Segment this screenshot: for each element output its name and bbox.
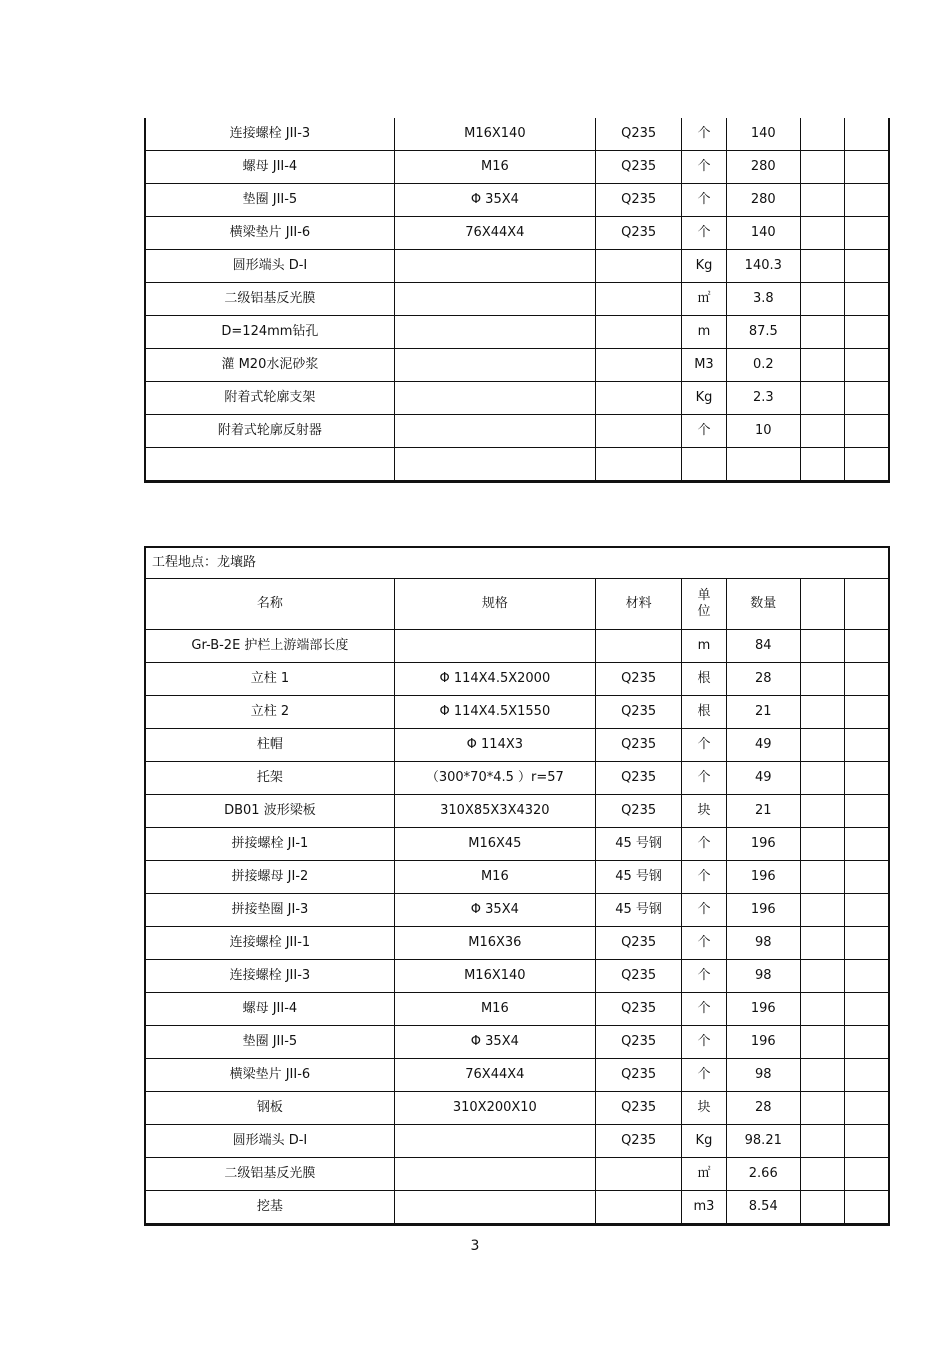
cell-name: DB01 波形梁板 (145, 795, 394, 828)
cell-qty: 98 (726, 960, 800, 993)
cell-unit: 根 (682, 696, 726, 729)
cell-name: 拼接螺母 JI-2 (145, 861, 394, 894)
cell-extra-1 (800, 1125, 844, 1158)
cell-material: Q235 (595, 663, 681, 696)
cell-name: Gr-B-2E 护栏上游端部长度 (145, 630, 394, 663)
cell-extra-1 (800, 894, 844, 927)
cell-extra-1 (800, 1158, 844, 1191)
cell-material: Q235 (595, 1059, 681, 1092)
table-row (145, 894, 889, 927)
cell-unit: 个 (682, 1059, 726, 1092)
cell-material: 45 号钢 (595, 894, 681, 927)
cell-unit: 个 (682, 151, 726, 184)
cell-qty: 280 (726, 151, 800, 184)
cell-spec: M16X36 (394, 927, 595, 960)
cell-extra-1 (800, 349, 844, 382)
cell-extra-1 (800, 960, 844, 993)
cell-extra-2 (845, 762, 889, 795)
cell-spec (394, 382, 595, 415)
cell-extra-2 (845, 1092, 889, 1125)
cell-extra-1 (800, 993, 844, 1026)
cell-spec (394, 283, 595, 316)
cell-extra-2 (845, 1026, 889, 1059)
cell-unit: 块 (682, 1092, 726, 1125)
cell-unit: 个 (682, 118, 726, 151)
cell-name: 二级铝基反光膜 (145, 1158, 394, 1191)
table-row (145, 415, 889, 448)
cell-extra-1 (800, 283, 844, 316)
table-row (145, 927, 889, 960)
cell-extra-2 (845, 382, 889, 415)
cell-extra-2 (845, 118, 889, 151)
cell-unit: 个 (682, 762, 726, 795)
cell-extra-2 (845, 993, 889, 1026)
cell-name: 柱帽 (145, 729, 394, 762)
cell-extra-2 (845, 283, 889, 316)
cell-material (595, 1158, 681, 1191)
table-row (145, 448, 889, 482)
cell-spec: 76X44X4 (394, 217, 595, 250)
cell-unit: Kg (682, 250, 726, 283)
cell-extra-2 (845, 696, 889, 729)
cell-name: 附着式轮廓反射器 (145, 415, 394, 448)
cell-extra-1 (800, 762, 844, 795)
cell-material (595, 448, 681, 482)
cell-name: 连接螺栓 JII-1 (145, 927, 394, 960)
cell-spec (394, 349, 595, 382)
cell-qty: 98.21 (726, 1125, 800, 1158)
cell-extra-1 (800, 382, 844, 415)
cell-material (595, 349, 681, 382)
cell-material (595, 415, 681, 448)
cell-qty (726, 448, 800, 482)
table-row (145, 1158, 889, 1191)
cell-name: 垫圈 JII-5 (145, 1026, 394, 1059)
header-spec: 规格 (394, 579, 595, 630)
cell-extra-2 (845, 795, 889, 828)
cell-spec: M16 (394, 151, 595, 184)
cell-spec: Φ 114X4.5X1550 (394, 696, 595, 729)
cell-unit: m (682, 316, 726, 349)
cell-extra-2 (845, 729, 889, 762)
cell-spec: M16 (394, 861, 595, 894)
cell-extra-1 (800, 927, 844, 960)
table-row (145, 795, 889, 828)
cell-qty: 21 (726, 795, 800, 828)
page-number: 3 (470, 1238, 480, 1254)
cell-extra-2 (845, 1059, 889, 1092)
cell-name: 垫圈 JII-5 (145, 184, 394, 217)
cell-spec (394, 250, 595, 283)
cell-extra-1 (800, 217, 844, 250)
cell-extra-1 (800, 1059, 844, 1092)
cell-extra-2 (845, 828, 889, 861)
cell-unit: 个 (682, 960, 726, 993)
table-row (145, 184, 889, 217)
cell-unit (682, 448, 726, 482)
cell-name: 连接螺栓 JII-3 (145, 960, 394, 993)
cell-name: 横梁垫片 JII-6 (145, 1059, 394, 1092)
cell-extra-1 (800, 448, 844, 482)
cell-extra-2 (845, 448, 889, 482)
cell-material: Q235 (595, 118, 681, 151)
cell-qty: 196 (726, 993, 800, 1026)
cell-qty: 28 (726, 1092, 800, 1125)
cell-extra-2 (845, 415, 889, 448)
cell-extra-1 (800, 1191, 844, 1225)
cell-spec: M16X140 (394, 960, 595, 993)
cell-extra-2 (845, 349, 889, 382)
cell-unit: 个 (682, 828, 726, 861)
cell-qty: 196 (726, 1026, 800, 1059)
cell-extra-1 (800, 316, 844, 349)
table-row (145, 1026, 889, 1059)
cell-qty: 0.2 (726, 349, 800, 382)
table-row (145, 316, 889, 349)
table-row (145, 960, 889, 993)
cell-unit: 个 (682, 217, 726, 250)
cell-qty: 196 (726, 861, 800, 894)
cell-extra-1 (800, 118, 844, 151)
cell-spec: Φ 35X4 (394, 184, 595, 217)
table-row (145, 993, 889, 1026)
cell-name: 连接螺栓 JII-3 (145, 118, 394, 151)
cell-extra-2 (845, 1125, 889, 1158)
materials-table-continued (144, 118, 890, 483)
cell-extra-2 (845, 861, 889, 894)
cell-qty: 28 (726, 663, 800, 696)
cell-qty: 140 (726, 118, 800, 151)
cell-name: 钢板 (145, 1092, 394, 1125)
cell-extra-1 (800, 663, 844, 696)
table-row (145, 151, 889, 184)
cell-material: 45 号钢 (595, 828, 681, 861)
header-row (145, 579, 889, 630)
cell-extra-2 (845, 1158, 889, 1191)
cell-spec: 310X85X3X4320 (394, 795, 595, 828)
cell-qty: 196 (726, 894, 800, 927)
table-row (145, 118, 889, 151)
cell-material (595, 1191, 681, 1225)
cell-name: D=124mm钻孔 (145, 316, 394, 349)
cell-material: Q235 (595, 1092, 681, 1125)
cell-unit: Kg (682, 1125, 726, 1158)
cell-material: Q235 (595, 151, 681, 184)
cell-name: 横梁垫片 JII-6 (145, 217, 394, 250)
cell-extra-1 (800, 1092, 844, 1125)
cell-qty: 21 (726, 696, 800, 729)
cell-unit: M3 (682, 349, 726, 382)
table-row (145, 663, 889, 696)
cell-qty: 8.54 (726, 1191, 800, 1225)
cell-material: Q235 (595, 1125, 681, 1158)
cell-unit: 个 (682, 729, 726, 762)
cell-qty: 49 (726, 729, 800, 762)
table-row (145, 349, 889, 382)
header-material: 材料 (595, 579, 681, 630)
cell-name: 立柱 1 (145, 663, 394, 696)
cell-unit: 个 (682, 415, 726, 448)
cell-extra-1 (800, 630, 844, 663)
cell-material: Q235 (595, 1026, 681, 1059)
cell-qty: 196 (726, 828, 800, 861)
cell-name: 螺母 JII-4 (145, 151, 394, 184)
cell-unit: 根 (682, 663, 726, 696)
cell-qty: 84 (726, 630, 800, 663)
cell-qty: 2.3 (726, 382, 800, 415)
cell-unit: 个 (682, 1026, 726, 1059)
table-row (145, 283, 889, 316)
table-row (145, 1125, 889, 1158)
table-row (145, 250, 889, 283)
cell-spec: 76X44X4 (394, 1059, 595, 1092)
cell-unit: ㎡ (682, 1158, 726, 1191)
cell-spec: Φ 114X3 (394, 729, 595, 762)
cell-unit: Kg (682, 382, 726, 415)
cell-material: Q235 (595, 184, 681, 217)
project-location: 工程地点：龙壤路 (145, 547, 889, 579)
table-row (145, 217, 889, 250)
cell-extra-1 (800, 729, 844, 762)
header-qty: 数量 (726, 579, 800, 630)
cell-qty: 10 (726, 415, 800, 448)
cell-name: 螺母 JII-4 (145, 993, 394, 1026)
cell-material (595, 283, 681, 316)
cell-name: 灌 M20水泥砂浆 (145, 349, 394, 382)
cell-extra-1 (800, 1026, 844, 1059)
cell-name: 圆形端头 D-I (145, 250, 394, 283)
cell-name: 拼接垫圈 JI-3 (145, 894, 394, 927)
table-row (145, 696, 889, 729)
cell-unit: m3 (682, 1191, 726, 1225)
cell-spec: Φ 35X4 (394, 894, 595, 927)
cell-extra-2 (845, 151, 889, 184)
table-row (145, 729, 889, 762)
cell-extra-2 (845, 1191, 889, 1225)
cell-qty: 140 (726, 217, 800, 250)
table-row (145, 630, 889, 663)
table-row (145, 861, 889, 894)
cell-unit: 个 (682, 861, 726, 894)
cell-material (595, 382, 681, 415)
cell-unit: 个 (682, 927, 726, 960)
cell-spec (394, 448, 595, 482)
cell-unit: m (682, 630, 726, 663)
cell-spec: M16X140 (394, 118, 595, 151)
cell-spec: M16X45 (394, 828, 595, 861)
cell-name: 托架 (145, 762, 394, 795)
cell-spec: Φ 114X4.5X2000 (394, 663, 595, 696)
cell-qty: 49 (726, 762, 800, 795)
cell-spec (394, 1191, 595, 1225)
cell-name: 附着式轮廓支架 (145, 382, 394, 415)
cell-material: Q235 (595, 795, 681, 828)
cell-extra-1 (800, 250, 844, 283)
header-extra-1 (800, 579, 844, 630)
cell-extra-1 (800, 696, 844, 729)
materials-table-longrang-road (144, 546, 890, 1226)
cell-material (595, 250, 681, 283)
cell-extra-2 (845, 184, 889, 217)
cell-extra-1 (800, 795, 844, 828)
cell-extra-1 (800, 415, 844, 448)
cell-spec (394, 630, 595, 663)
cell-qty: 2.66 (726, 1158, 800, 1191)
cell-name: 二级铝基反光膜 (145, 283, 394, 316)
cell-name: 圆形端头 D-I (145, 1125, 394, 1158)
cell-qty: 98 (726, 1059, 800, 1092)
table-row (145, 1191, 889, 1225)
cell-material: Q235 (595, 729, 681, 762)
cell-material: Q235 (595, 696, 681, 729)
header-name: 名称 (145, 579, 394, 630)
cell-unit: 个 (682, 993, 726, 1026)
cell-material: Q235 (595, 762, 681, 795)
table-row (145, 1092, 889, 1125)
cell-qty: 140.3 (726, 250, 800, 283)
cell-extra-1 (800, 861, 844, 894)
cell-spec (394, 316, 595, 349)
cell-extra-2 (845, 316, 889, 349)
cell-spec: （300*70*4.5 ）r=57 (394, 762, 595, 795)
location-row (145, 547, 889, 579)
cell-material (595, 630, 681, 663)
table-row (145, 1059, 889, 1092)
cell-spec: M16 (394, 993, 595, 1026)
cell-name (145, 448, 394, 482)
cell-unit: 块 (682, 795, 726, 828)
table-row (145, 382, 889, 415)
cell-extra-1 (800, 828, 844, 861)
cell-material: 45 号钢 (595, 861, 681, 894)
header-unit-line1: 单 (697, 588, 711, 603)
cell-spec (394, 1158, 595, 1191)
cell-extra-1 (800, 151, 844, 184)
cell-material: Q235 (595, 217, 681, 250)
cell-unit: 个 (682, 894, 726, 927)
cell-extra-2 (845, 960, 889, 993)
cell-extra-2 (845, 217, 889, 250)
cell-material: Q235 (595, 993, 681, 1026)
cell-spec (394, 1125, 595, 1158)
cell-qty: 98 (726, 927, 800, 960)
cell-qty: 3.8 (726, 283, 800, 316)
cell-qty: 280 (726, 184, 800, 217)
cell-name: 拼接螺栓 JI-1 (145, 828, 394, 861)
cell-extra-2 (845, 663, 889, 696)
cell-name: 立柱 2 (145, 696, 394, 729)
cell-material: Q235 (595, 927, 681, 960)
cell-extra-2 (845, 894, 889, 927)
cell-material (595, 316, 681, 349)
cell-material: Q235 (595, 960, 681, 993)
cell-qty: 87.5 (726, 316, 800, 349)
cell-extra-2 (845, 630, 889, 663)
cell-spec: Φ 35X4 (394, 1026, 595, 1059)
cell-unit: ㎡ (682, 283, 726, 316)
table-row (145, 828, 889, 861)
cell-spec (394, 415, 595, 448)
header-unit (682, 579, 726, 630)
cell-name: 挖基 (145, 1191, 394, 1225)
table-row (145, 762, 889, 795)
header-unit-line2: 位 (697, 604, 711, 619)
cell-spec: 310X200X10 (394, 1092, 595, 1125)
cell-unit: 个 (682, 184, 726, 217)
cell-extra-1 (800, 184, 844, 217)
cell-extra-2 (845, 250, 889, 283)
cell-extra-2 (845, 927, 889, 960)
header-extra-2 (845, 579, 889, 630)
